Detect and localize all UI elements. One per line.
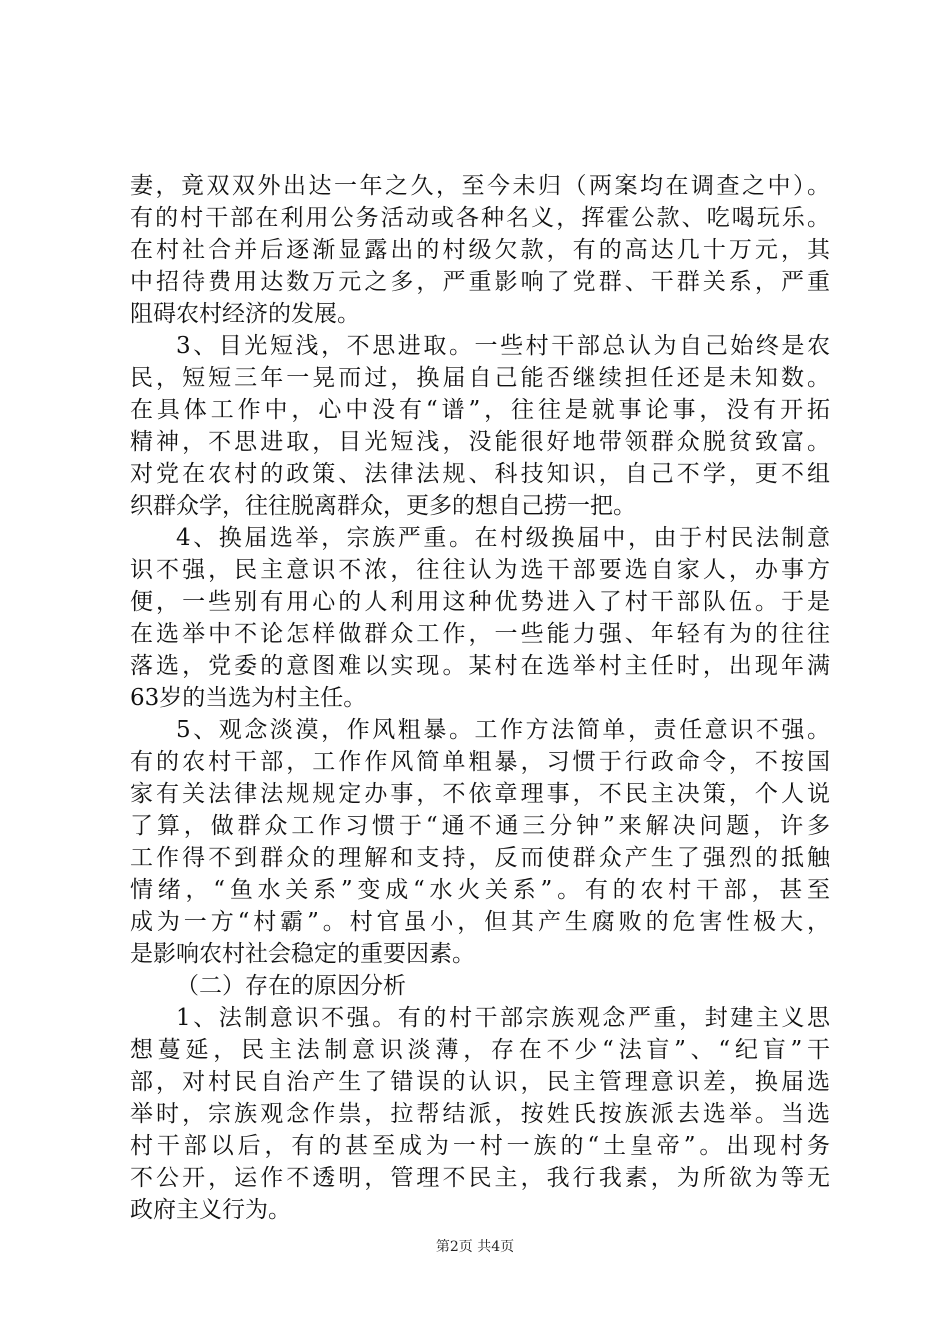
text-line: 有的村干部在利用公务活动或各种名义，挥霍公款、吃喝玩乐。: [130, 205, 830, 231]
text-line: 妻，竟双双外出达一年之久，至今未归（两案均在调查之中）。: [130, 173, 830, 199]
text-line: 落选，党委的意图难以实现。某村在选举村主任时，出现年满: [130, 653, 830, 679]
text-line: 阻碍农村经济的发展。: [130, 301, 360, 327]
text-line: 63岁的当选为村主任。: [130, 685, 367, 711]
text-line: 政府主义行为。: [130, 1197, 291, 1223]
text-line: 部，对村民自治产生了错误的认识，民主管理意识差，换届选: [130, 1069, 830, 1095]
text-line: 对党在农村的政策、法律法规、科技知识，自己不学，更不组: [130, 461, 830, 487]
text-line: 在村社合并后逐渐显露出的村级欠款，有的高达几十万元，其: [130, 237, 830, 263]
text-line: 成为一方“村霸”。村官虽小，但其产生腐败的危害性极大，: [130, 909, 830, 935]
text-line: 精神，不思进取，目光短浅，没能很好地带领群众脱贫致富。: [130, 429, 830, 455]
text-line: 便，一些别有用心的人利用这种优势进入了村干部队伍。于是: [130, 589, 830, 615]
text-line: 中招待费用达数万元之多，严重影响了党群、干群关系，严重: [130, 269, 830, 295]
section-heading: （二）存在的原因分析: [176, 973, 406, 999]
text-line: 村干部以后，有的甚至成为一村一族的“土皇帝”。出现村务: [130, 1133, 830, 1159]
text-line: 家有关法律法规规定办事，不依章理事，不民主决策，个人说: [130, 781, 830, 807]
text-line: 想蔓延，民主法制意识淡薄，存在不少“法盲”、“纪盲”干: [130, 1037, 830, 1063]
text-line: 3、目光短浅，不思进取。一些村干部总认为自己始终是农: [176, 333, 830, 359]
text-line: 工作得不到群众的理解和支持，反而使群众产生了强烈的抵触: [130, 845, 830, 871]
text-line: 举时，宗族观念作祟，拉帮结派，按姓氏按族派去选举。当选: [130, 1101, 830, 1127]
text-line: 有的农村干部，工作作风简单粗暴，习惯于行政命令，不按国: [130, 749, 830, 775]
text-line: 是影响农村社会稳定的重要因素。: [130, 941, 475, 967]
text-line: 在选举中不论怎样做群众工作，一些能力强、年轻有为的往往: [130, 621, 830, 647]
text-line: 5、观念淡漠，作风粗暴。工作方法简单，责任意识不强。: [176, 717, 830, 743]
text-line: 4、换届选举，宗族严重。在村级换届中，由于村民法制意: [176, 525, 830, 551]
text-line: 1、法制意识不强。有的村干部宗族观念严重，封建主义思: [176, 1005, 830, 1031]
body-text: [130, 170, 830, 1226]
page-footer: 第2页 共4页: [435, 1239, 515, 1255]
text-line: 民，短短三年一晃而过，换届自己能否继续担任还是未知数。: [130, 365, 830, 391]
text-line: 情绪，“鱼水关系”变成“水火关系”。有的农村干部，甚至: [130, 877, 830, 903]
text-line: 识不强，民主意识不浓，往往认为选干部要选自家人，办事方: [130, 557, 830, 583]
text-line: 织群众学，往往脱离群众，更多的想自己捞一把。: [130, 493, 636, 519]
text-line: 不公开，运作不透明，管理不民主，我行我素，为所欲为等无: [130, 1165, 830, 1191]
text-line: 在具体工作中，心中没有“谱”，往往是就事论事，没有开拓: [130, 397, 830, 423]
text-line: 了算，做群众工作习惯于“通不通三分钟”来解决问题，许多: [130, 813, 830, 839]
